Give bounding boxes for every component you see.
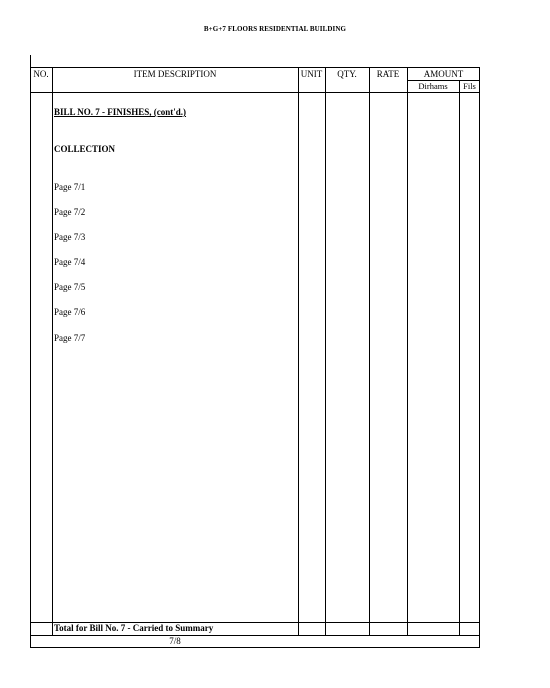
total-label: Total for Bill No. 7 - Carried to Summary — [54, 623, 214, 633]
page-ref-4: Page 7/4 — [54, 257, 86, 267]
col-divider-amount — [459, 80, 460, 635]
collection-heading: COLLECTION — [54, 144, 116, 154]
col-divider-description — [298, 67, 299, 635]
col-divider-unit — [325, 67, 326, 635]
page-ref-2: Page 7/2 — [54, 207, 86, 217]
col-divider-rate — [407, 67, 408, 635]
page-ref-1: Page 7/1 — [54, 182, 86, 192]
header-no: NO. — [33, 69, 49, 79]
col-divider-qty — [369, 67, 370, 635]
header-fils: Fils — [463, 81, 476, 91]
document-title: B+G+7 FLOORS RESIDENTIAL BUILDING — [203, 25, 347, 33]
page-number: 7/8 — [169, 636, 181, 646]
page-ref-7: Page 7/7 — [54, 333, 86, 343]
header-rate: RATE — [376, 69, 400, 79]
bill-heading: BILL NO. 7 - FINISHES, (cont'd.) — [54, 107, 187, 117]
page-ref-6: Page 7/6 — [54, 307, 86, 317]
page-ref-3: Page 7/3 — [54, 232, 86, 242]
header-amount: AMOUNT — [423, 69, 464, 79]
table-right-border — [479, 67, 480, 647]
page-ref-5: Page 7/5 — [54, 282, 86, 292]
table-bottom-border — [30, 647, 480, 648]
col-divider-no — [52, 67, 53, 635]
header-item-description: ITEM DESCRIPTION — [133, 69, 217, 79]
header-bottom-border — [30, 92, 480, 93]
header-unit: UNIT — [300, 69, 323, 79]
header-qty: QTY. — [337, 69, 357, 79]
header-dirhams: Dirhams — [418, 81, 448, 91]
table-left-border — [30, 55, 31, 647]
